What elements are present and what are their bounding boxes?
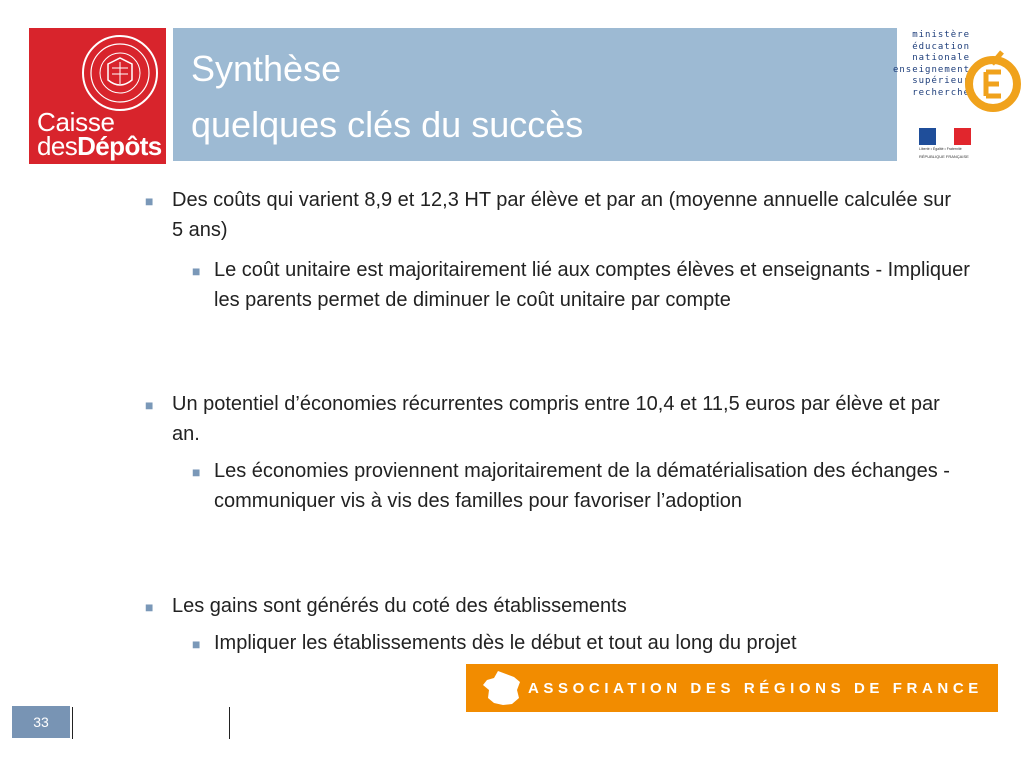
slide-subtitle: quelques clés du succès [191,104,584,145]
ministere-line: recherche [912,87,970,98]
france-map-icon [476,668,526,708]
bullet-icon: ■ [192,263,201,279]
sub-bullet-text: Le coût unitaire est majoritairement lié aux comptes élèves et enseignants - Impliquer les parents permet de diminuer le coût unitaire par compte [214,259,970,311]
caisse-des-depots-logo [29,28,166,164]
footer-divider [72,707,73,739]
education-e-icon [964,38,1022,118]
logo-word-des-depots [37,132,162,160]
bullet-icon: ■ [145,397,154,413]
association-regions-text: ASSOCIATION DES RÉGIONS DE FRANCE [528,680,983,697]
ministere-text [893,30,970,99]
bullet-item [145,591,962,621]
ministere-line: ministère [912,30,970,40]
ministere-line: nationale [912,53,970,63]
ministere-line: supérieur [912,76,970,86]
ministere-line: éducation [912,41,970,52]
sub-bullet-text: Impliquer les établissements dès le début et tout au long du projet [214,632,797,654]
bullet-icon: ■ [145,193,154,209]
ministere-line: enseignement [892,64,970,75]
ministere-education-logo [892,26,1024,128]
republique-name: RÉPUBLIQUE FRANÇAISE [919,154,969,159]
bullet-item [145,185,962,245]
sub-bullet-item [192,456,974,516]
republique-motto: Liberté • Égalité • Fraternité [919,147,962,151]
sub-bullet-item [192,628,974,658]
seal-icon [81,34,159,112]
slide-title: Synthèse [191,48,342,89]
title-band [173,28,897,161]
bullet-text: Un potentiel d’économies récurrentes compris entre 10,4 et 11,5 euros par élève et par an. [172,393,940,445]
logo-word-des: des [37,131,78,161]
bullet-icon: ■ [145,599,154,615]
bullet-text: Des coûts qui varient 8,9 et 12,3 HT par élève et par an (moyenne annuelle calculée sur 5 ans) [172,189,951,241]
sub-bullet-text: Les économies proviennent majoritairement de la dématérialisation des échanges - communiquer vis à vis des familles pour favoriser l’adoption [214,460,950,512]
bullet-text: Les gains sont générés du coté des établissements [172,595,627,617]
bullet-item [145,389,962,449]
bullet-icon: ■ [192,636,201,652]
association-regions-banner [466,664,998,712]
republique-francaise-logo [919,128,971,164]
sub-bullet-item [192,255,974,315]
footer-divider [229,707,230,739]
flag-icon [919,128,971,145]
page-number: 33 [12,706,70,738]
bullet-icon: ■ [192,464,201,480]
logo-word-caisse: Caisse [37,107,115,137]
logo-word-depots: Dépôts [77,131,162,161]
